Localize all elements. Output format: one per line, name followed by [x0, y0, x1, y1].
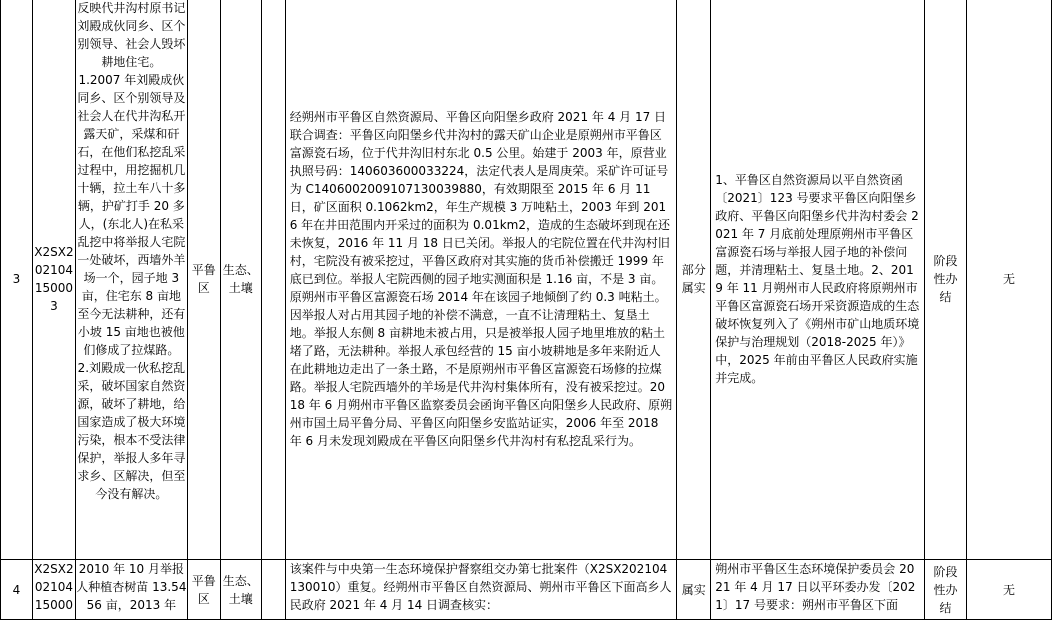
complaint-para: 2.刘殿成一伙私挖乱采，破坏国家自然资源，破坏了耕地，给国家造成了极大环境污染，根本不受法律保护，举报人多年寻求乡、区解决，但至今没有解决。 [77, 361, 186, 501]
accountability: 无 [967, 0, 1052, 560]
case-code: X2SX2 02104 15000 3 [32, 0, 75, 560]
case-code: X2SX2 02104 15000 [32, 560, 75, 620]
empty-cell [261, 0, 285, 560]
table-row [1, 560, 1052, 620]
complaint-para: 2010 年 10 月举报人种植杏树苗 13.5456 亩，2013 年 [76, 562, 187, 612]
complaint-content [75, 560, 187, 620]
pollution-type: 生态、 土壤 [220, 0, 261, 560]
empty-cell [261, 560, 285, 620]
district: 平鲁 区 [187, 0, 220, 560]
handling-measures: 朔州市平鲁区生态环境保护委员会 2021 年 4 月 17 日以平环委办发〔2021〕17 号要求：朔州市平鲁区下面 [711, 560, 925, 620]
investigation-result: 经朔州市平鲁区自然资源局、平鲁区向阳堡乡政府 2021 年 4 月 17 日联合调查：平鲁区向阳堡乡代井沟村的露天矿山企业是原朔州市平鲁区富源瓷石场，位于代井沟旧村东北 0.5 公里。始建于 2003 年，原营业执照号码：140603600033224，法定代表人是周庚荣。采矿许可证号为 C1406002009107130039880，有效期限至 2015 年 6 月 11 日，矿区面积 0.1062km2，年生产规模 3 万吨粘土，2003 年到 2016 年在井田范围内开采过的面积为 0.01km2，造成的生态破坏到现在还未恢复，2016 年 11 月 18 日已关闭。举报人的宅院位置在代井沟村旧村，宅院没有被采挖过，平鲁区政府对其实施的货币补偿搬迁 1999 年底已到位。举报人宅院西侧的园子地实测面积是 1.16 亩，不是 3 亩。原朔州市平鲁区富源瓷石场 2014 年在该园子地倾倒了约 0.3 吨粘土。因举报人对占用其园子地的补偿不满意，一直不让清理粘土、复垦土地。举报人东侧 8 亩耕地未被占用，只是被举报人园子地里堆放的粘土堵了路，无法耕种。举报人承包经营的 15 亩小坡耕地是多年来附近人在此耕地边走出了一条土路，不是原朔州市平鲁区富源瓷石场修的拉煤路。举报人宅院西墙外的羊场是代井沟村集体所有，没有被采挖过。2018 年 6 月朔州市平鲁区监察委员会函询平鲁区向阳堡乡人民政府、原朔州市国土局平鲁分局、平鲁区向阳堡乡安监站证实，2006 年至 2018 年 6 月未发现刘殿成在平鲁区向阳堡乡代井沟村有私挖乱采行为。 [285, 0, 677, 560]
pollution-type: 生态、 土壤 [220, 560, 261, 620]
case-status: 阶段 性办 结 [925, 0, 967, 560]
case-status: 阶段 性办 结 [925, 560, 967, 620]
complaint-para: 反映代井沟村原书记刘殿成伙同乡、区个别领导、社会人毁坏耕地住宅。 [77, 1, 186, 69]
row-number: 4 [1, 560, 33, 620]
investigation-result: 该案件与中央第一生态环境保护督察组交办第七批案件（X2SX202104130010）重复。经朔州市平鲁区自然资源局、朔州市平鲁区下面高乡人民政府 2021 年 4 月 14 日调查核实： [285, 560, 677, 620]
handling-measures: 1、平鲁区自然资源局以平自然资函〔2021〕123 号要求平鲁区向阳堡乡政府、平鲁区向阳堡乡代井沟村委会 2021 年 7 月底前处理原朔州市平鲁区富源瓷石场与举报人园子地的补偿问题，并清理粘土、复垦土地。2、2019 年 11 月朔州市人民政府将原朔州市平鲁区富源瓷石场开采资源造成的生态破坏恢复列入了《朔州市矿山地质环境保护与治理规划（2018-2025 年）》中，2025 年前由平鲁区人民政府实施并完成。 [711, 0, 925, 560]
table-row [1, 0, 1052, 560]
verdict: 属实 [677, 560, 711, 620]
verdict: 部分 属实 [677, 0, 711, 560]
complaint-para: 1.2007 年刘殿成伙同乡、区个别领导及社会人在代井沟私开露天矿，采煤和矸石，在他们私挖乱采过程中，用挖掘机几十辆，拉土车八十多辆，护矿打手 20 多人，(东北人)在私采乱挖中将举报人宅院一处破坏，西墙外羊场一个，园子地 3 亩，住宅东 8 亩地至今无法耕种，还有小坡 15 亩地也被他们修成了拉煤路。 [77, 73, 186, 357]
accountability: 无 [967, 560, 1052, 620]
row-number: 3 [1, 0, 33, 560]
district: 平鲁 区 [187, 560, 220, 620]
complaint-content [75, 0, 187, 560]
